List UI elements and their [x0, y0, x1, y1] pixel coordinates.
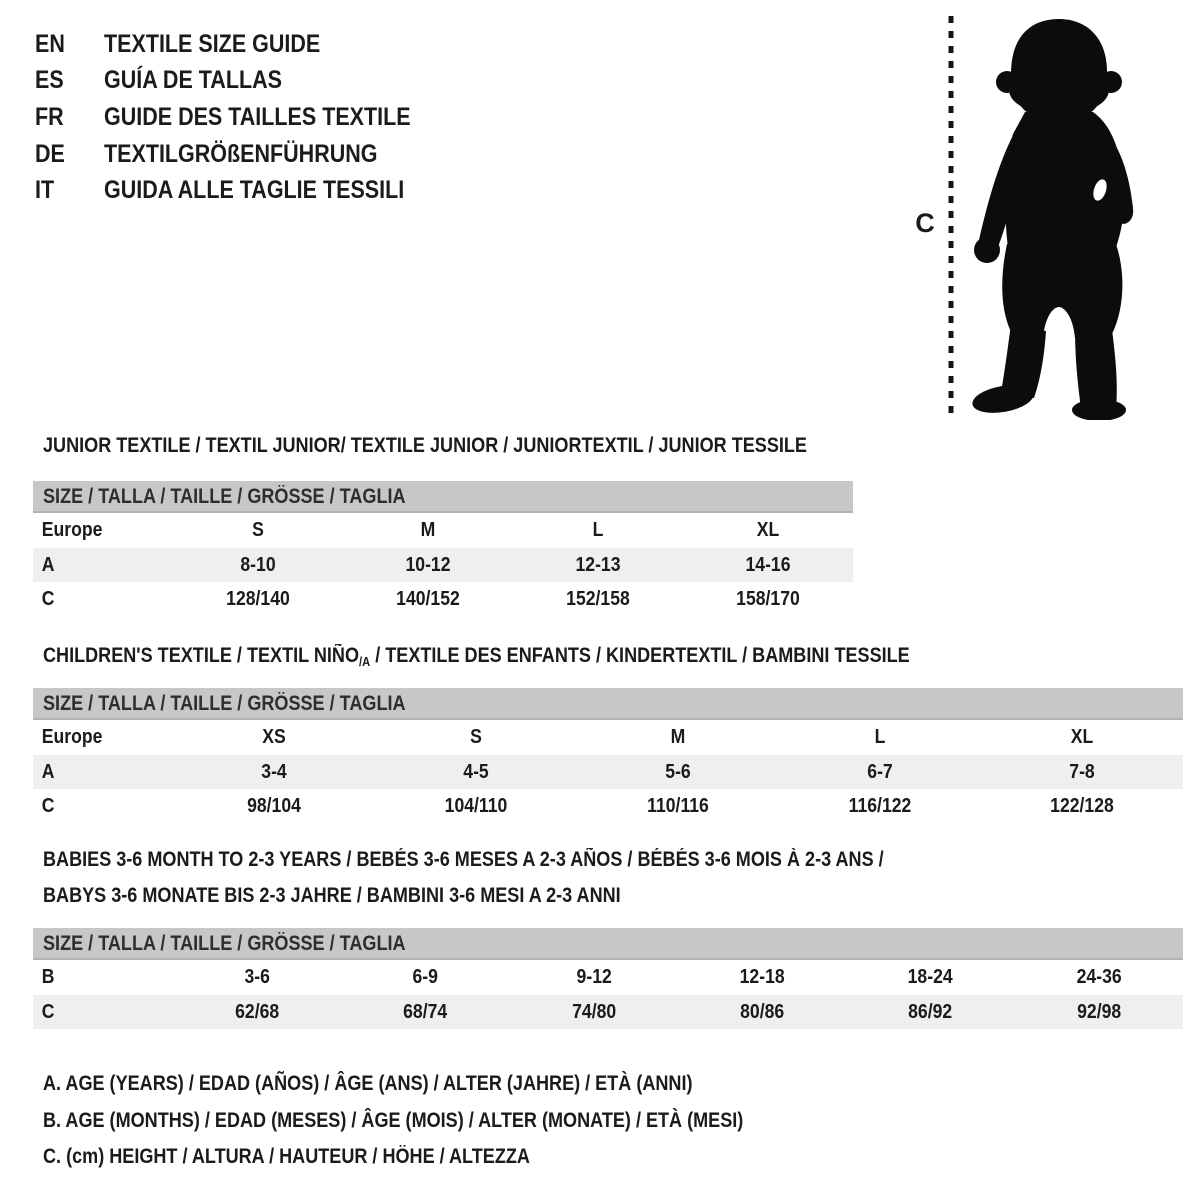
lang-title: TEXTILGRÖßENFÜHRUNG [104, 139, 378, 168]
lang-row-es [35, 63, 461, 100]
table-row [33, 720, 1183, 755]
legend-block [43, 1066, 857, 1176]
table-cell: 4-5 [463, 760, 489, 783]
lang-title: GUÍA DE TALLAS [104, 66, 282, 95]
babies-title-line2: BABYS 3-6 MONATE BIS 2-3 JAHRE / BAMBINI 3-6 MESI A 2-3 ANNI [43, 884, 621, 907]
table-cell: 68/74 [403, 1000, 448, 1023]
lang-title: GUIDA ALLE TAGLIE TESSILI [104, 176, 405, 205]
lang-code: DE [35, 139, 65, 168]
row-label: A [41, 553, 55, 576]
table-cell: 152/158 [566, 588, 630, 610]
babies-section-title [43, 848, 1021, 908]
table-cell: 6-9 [412, 966, 439, 988]
row-label: Europe [41, 519, 103, 541]
table-cell: XS [262, 726, 286, 748]
nino-a-subscript: /A [359, 654, 371, 669]
measure-label-c: C [915, 208, 935, 238]
table-cell: S [252, 519, 264, 541]
table-cell: 12-18 [739, 966, 785, 988]
table-cell: 9-12 [576, 966, 612, 988]
legend-line-c: C. (cm) HEIGHT / ALTURA / HAUTEUR / HÖHE / ALTEZZA [43, 1145, 530, 1168]
lang-title: TEXTILE SIZE GUIDE [104, 29, 321, 58]
table-cell: 104/110 [444, 795, 508, 817]
table-cell: L [592, 519, 604, 541]
table-cell: 98/104 [247, 795, 301, 817]
table-cell: M [420, 519, 436, 541]
lang-row-it [35, 172, 461, 209]
table-cell: 3-4 [261, 760, 287, 783]
table-cell: 24-36 [1076, 966, 1122, 988]
lang-row-en [35, 26, 461, 63]
row-label: A [41, 760, 55, 783]
size-header-text: SIZE / TALLA / TAILLE / GRÖSSE / TAGLIA [43, 932, 406, 955]
children-size-table [33, 688, 1183, 824]
table-cell: 92/98 [1076, 1000, 1121, 1023]
table-cell: 7-8 [1069, 760, 1095, 783]
junior-size-table [33, 481, 853, 617]
height-measure-dashed-line [946, 14, 956, 418]
size-header-band [33, 928, 1183, 960]
table-cell: 116/122 [848, 795, 912, 817]
table-cell: 74/80 [571, 1000, 616, 1023]
size-header-band [33, 481, 853, 513]
table-row [33, 513, 853, 548]
table-cell: 10-12 [405, 553, 451, 576]
size-header-text: SIZE / TALLA / TAILLE / GRÖSSE / TAGLIA [43, 692, 406, 715]
table-cell: 122/128 [1050, 795, 1114, 817]
table-row [33, 960, 1183, 995]
table-cell: XL [756, 519, 780, 541]
language-title-block [35, 26, 461, 209]
table-cell: 62/68 [235, 1000, 280, 1023]
table-row [33, 582, 853, 617]
table-cell: S [470, 726, 482, 748]
lang-code: IT [35, 176, 55, 205]
table-cell: XL [1070, 726, 1094, 748]
legend-line-b: B. AGE (MONTHS) / EDAD (MESES) / ÂGE (MOIS) / ALTER (MONATE) / ETÀ (MESI) [43, 1108, 744, 1132]
table-cell: L [874, 726, 886, 748]
toddler-silhouette-icon [963, 16, 1143, 420]
table-cell: 5-6 [665, 760, 691, 783]
table-cell: 14-16 [745, 553, 791, 576]
table-row [33, 789, 1183, 824]
junior-section-title [43, 434, 931, 458]
table-cell: 18-24 [907, 966, 953, 988]
size-header-band [33, 688, 1183, 720]
table-cell: 80/86 [740, 1000, 785, 1023]
row-label: Europe [41, 726, 103, 748]
row-label: C [41, 1000, 55, 1023]
lang-title: GUIDE DES TAILLES TEXTILE [104, 102, 411, 131]
lang-code: FR [35, 102, 64, 131]
table-cell: 140/152 [396, 588, 460, 610]
table-cell: 8-10 [240, 553, 276, 576]
table-row [33, 548, 853, 583]
table-cell: M [670, 726, 686, 748]
junior-title-text: JUNIOR TEXTILE / TEXTIL JUNIOR/ TEXTILE JUNIOR / JUNIORTEXTIL / JUNIOR TESSILE [43, 434, 807, 457]
table-cell: 86/92 [908, 1000, 953, 1023]
lang-code: ES [35, 66, 64, 95]
size-header-text: SIZE / TALLA / TAILLE / GRÖSSE / TAGLIA [43, 485, 406, 508]
table-cell: 3-6 [244, 966, 270, 988]
table-cell: 128/140 [226, 588, 290, 610]
lang-row-fr [35, 99, 461, 136]
row-label: B [41, 966, 55, 988]
row-label: C [41, 795, 55, 817]
row-label: C [41, 588, 55, 610]
lang-row-de [35, 136, 461, 173]
table-cell: 6-7 [867, 760, 893, 783]
children-title-text: CHILDREN'S TEXTILE / TEXTIL NIÑO/A / TEXTILE DES ENFANTS / KINDERTEXTIL / BAMBINI TESSILE [43, 644, 910, 669]
babies-size-table [33, 928, 1183, 1029]
table-row [33, 755, 1183, 790]
children-section-title [43, 644, 1051, 670]
table-cell: 12-13 [575, 553, 621, 576]
legend-line-a: A. AGE (YEARS) / EDAD (AÑOS) / ÂGE (ANS) / ALTER (JAHRE) / ETÀ (ANNI) [43, 1072, 693, 1095]
table-row [33, 995, 1183, 1030]
babies-title-line1: BABIES 3-6 MONTH TO 2-3 YEARS / BEBÉS 3-6 MESES A 2-3 AÑOS / BÉBÉS 3-6 MOIS À 2-3 ANS / [43, 848, 884, 871]
table-cell: 110/116 [647, 795, 709, 817]
table-cell: 158/170 [736, 588, 800, 610]
lang-code: EN [35, 29, 65, 58]
